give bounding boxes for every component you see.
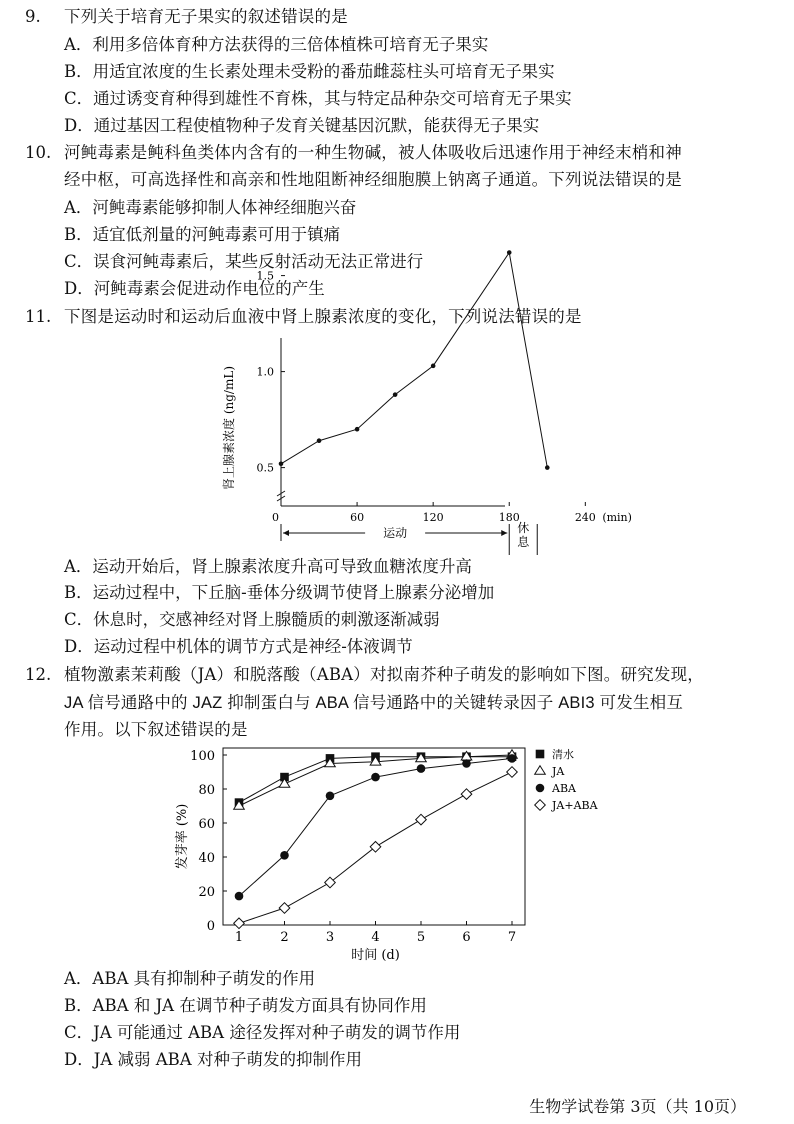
q9-option-b: B．用适宜浓度的生长素处理未受粉的番茄雌蕊柱头可培育无子果实 <box>64 62 555 81</box>
q10-stem-line1: 河鲀毒素是鲀科鱼类体内含有的一种生物碱，被人体吸收后迅速作用于神经末梢和神 <box>64 143 682 162</box>
legend-marker-diamond <box>535 800 546 811</box>
x-tick-label: 4 <box>371 930 380 945</box>
x-tick-label: 60 <box>350 511 365 524</box>
y-axis-label: 发芽率 (%) <box>175 803 190 870</box>
q12-stem-line3: 作用。以下叙述错误的是 <box>64 720 248 739</box>
q10-option-d: D．河鲀毒素会促进动作电位的产生 <box>64 279 325 298</box>
data-point <box>355 427 360 432</box>
y-tick-label: 80 <box>198 783 215 798</box>
q10-option-b: B．适宜低剂量的河鲀毒素可用于镇痛 <box>64 225 341 244</box>
legend-label: 清水 <box>552 748 574 761</box>
legend-marker-square <box>536 750 545 759</box>
q12-number: 12. <box>25 665 52 684</box>
rest-label: 休息 <box>517 521 530 549</box>
legend-label: JA+ABA <box>552 799 598 812</box>
data-point <box>431 364 436 369</box>
data-point-diamond <box>325 877 336 888</box>
x-tick-label: 7 <box>507 930 517 945</box>
data-point-circle <box>417 764 426 773</box>
q9-option-c: C．通过诱变育种得到雄性不育株，其与特定品种杂交可培育无子果实 <box>64 89 572 108</box>
q9-option-d: D．通过基因工程使植物种子发育关键基因沉默，能获得无子果实 <box>64 116 540 135</box>
q12-stem-line2: JA 信号通路中的 JAZ 抑制蛋白与 ABA 信号通路中的关键转录因子 ABI3 可发生相互 <box>64 694 684 712</box>
y-tick-label: 1.5 <box>256 269 274 283</box>
y-tick-label: 0 <box>206 919 215 934</box>
legend-marker-circle <box>536 784 545 793</box>
q12-option-b: B．ABA 和 JA 在调节种子萌发方面具有协同作用 <box>64 996 427 1015</box>
y-tick-label: 100 <box>190 749 215 764</box>
data-point-circle <box>326 792 335 801</box>
x-tick-label: 2 <box>280 930 289 945</box>
x-axis-unit: (min) <box>602 511 632 524</box>
x-tick-label: 180 <box>498 511 520 524</box>
q11-option-d: D．运动过程中机体的调节方式是神经-体液调节 <box>64 637 413 656</box>
data-point-circle <box>235 892 244 901</box>
q11-number: 11. <box>25 307 52 326</box>
q11-option-a: A．运动开始后，肾上腺素浓度升高可导致血糖浓度升高 <box>64 557 472 576</box>
x-tick-label: 5 <box>416 930 426 945</box>
germination-chart <box>170 740 610 965</box>
legend-marker-triangle <box>535 766 546 775</box>
x-tick-label: 240 <box>574 511 596 524</box>
data-point-diamond <box>461 789 472 800</box>
arrow-head-right <box>501 530 507 536</box>
legend-label: ABA <box>552 782 576 795</box>
x-tick-label: 6 <box>462 930 471 945</box>
y-axis-label: 肾上腺素浓度 (ng/mL) <box>222 366 236 490</box>
q9-number: 9. <box>25 7 41 26</box>
data-point <box>393 392 398 397</box>
q11-option-b: B．运动过程中，下丘脑-垂体分级调节使肾上腺素分泌增加 <box>64 583 495 602</box>
data-point <box>507 250 512 255</box>
data-point-circle <box>280 851 289 860</box>
x-tick-label: 120 <box>422 511 444 524</box>
data-point-circle <box>462 759 471 768</box>
data-point-diamond <box>507 767 518 778</box>
q12-option-a: A．ABA 具有抑制种子萌发的作用 <box>64 969 316 988</box>
x-tick-label: 0 <box>272 511 279 524</box>
data-point-diamond <box>234 918 245 929</box>
q9-option-a: A．利用多倍体育种方法获得的三倍体植株可培育无子果实 <box>64 35 489 54</box>
x-tick-label: 1 <box>234 930 244 945</box>
q10-option-c: C．误食河鲀毒素后，某些反射活动无法正常进行 <box>64 252 424 271</box>
legend-label: JA <box>552 765 565 778</box>
y-tick-label: 20 <box>198 885 215 900</box>
q9-stem: 下列关于培育无子果实的叙述错误的是 <box>64 7 348 26</box>
data-point <box>317 438 322 443</box>
q10-stem-line2: 经中枢，可高选择性和高亲和性地阻断神经细胞膜上钠离子通道。下列说法错误的是 <box>64 170 682 189</box>
data-point-diamond <box>279 903 290 914</box>
data-point <box>545 465 550 470</box>
data-point-diamond <box>370 842 381 853</box>
page-footer: 生物学试卷第 3页（共 10页） <box>529 1097 746 1116</box>
exercise-label: 运动 <box>383 526 408 540</box>
q12-option-c: C．JA 可能通过 ABA 途径发挥对种子萌发的调节作用 <box>64 1023 461 1042</box>
q10-number: 10. <box>25 143 52 162</box>
q12-stem-line1: 植物激素茉莉酸（JA）和脱落酸（ABA）对拟南芥种子萌发的影响如下图。研究发现， <box>64 665 704 684</box>
data-point <box>279 461 284 466</box>
y-tick-label: 40 <box>198 851 215 866</box>
y-tick-label: 1.0 <box>256 365 274 379</box>
x-axis-label: 时间 (d) <box>351 948 400 963</box>
x-tick-label: 3 <box>325 930 335 945</box>
data-point-circle <box>508 754 517 763</box>
q11-option-c: C．休息时，交感神经对肾上腺髓质的刺激逐渐减弱 <box>64 610 440 629</box>
data-point-circle <box>371 773 380 782</box>
q10-option-a: A．河鲀毒素能够抑制人体神经细胞兴奋 <box>64 198 357 217</box>
data-point-diamond <box>416 814 427 825</box>
y-tick-label: 0.5 <box>256 461 274 475</box>
y-tick-label: 60 <box>198 817 215 832</box>
q11-stem: 下图是运动时和运动后血液中肾上腺素浓度的变化，下列说法错误的是 <box>64 307 582 326</box>
arrow-head-left <box>283 530 289 536</box>
q12-option-d: D．JA 减弱 ABA 对种子萌发的抑制作用 <box>64 1050 362 1069</box>
